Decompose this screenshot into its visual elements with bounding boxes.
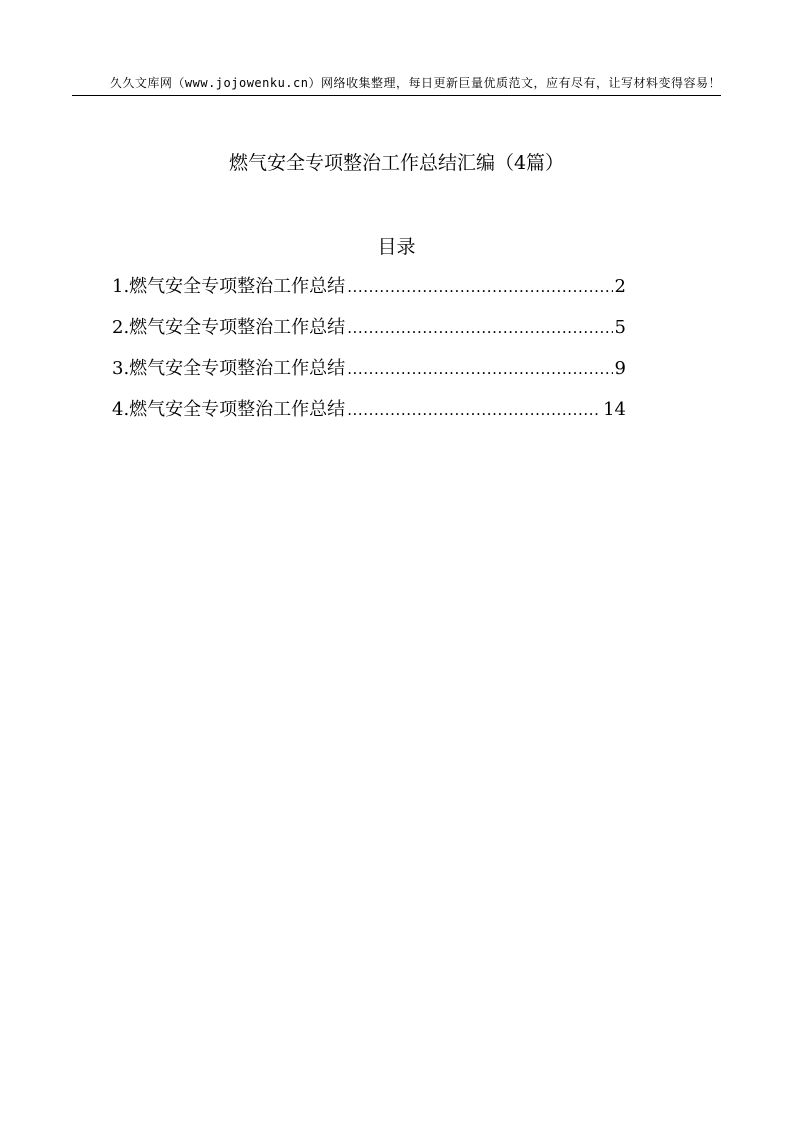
toc-entry[interactable] (112, 395, 626, 436)
toc-entry-title: 2.燃气安全专项整治工作总结 (112, 317, 346, 338)
toc-entry-title: 1.燃气安全专项整治工作总结 (112, 276, 346, 297)
toc-page-number: 2 (614, 276, 626, 297)
toc-page-number: 14 (603, 399, 626, 420)
toc-dot-leader (347, 360, 612, 378)
toc-entry[interactable] (112, 272, 626, 313)
header-divider (72, 95, 721, 96)
toc-entry[interactable] (112, 354, 626, 395)
document-title: 燃气安全专项整治工作总结汇编（4篇） (228, 152, 565, 174)
toc-heading: 目录 (377, 236, 416, 258)
page-header: 久久文库网（www.jojowenku.cn）网络收集整理，每日更新巨量优质范文，应有尽有，让写材料变得容易！ (109, 76, 721, 90)
table-of-contents (112, 272, 626, 436)
toc-dot-leader (347, 401, 601, 419)
toc-entry[interactable] (112, 313, 626, 354)
toc-page-number: 9 (614, 358, 626, 379)
toc-dot-leader (347, 319, 612, 337)
toc-page-number: 5 (614, 317, 626, 338)
toc-entry-title: 3.燃气安全专项整治工作总结 (112, 358, 346, 379)
toc-entry-title: 4.燃气安全专项整治工作总结 (112, 399, 346, 420)
toc-dot-leader (347, 278, 612, 296)
